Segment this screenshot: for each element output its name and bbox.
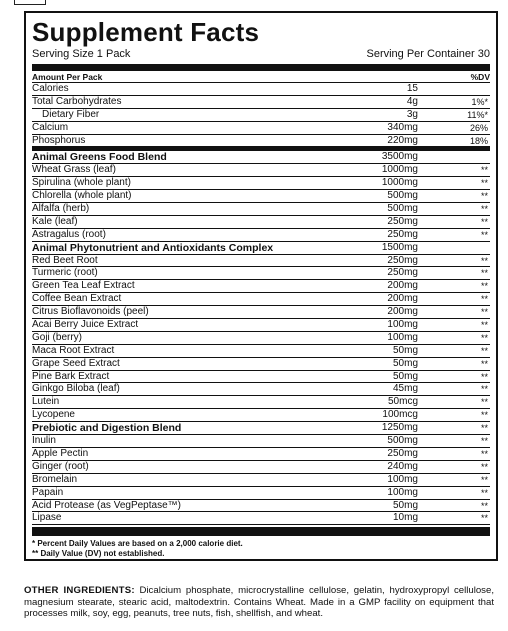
row-daily-value: ** xyxy=(480,320,488,331)
row-daily-value: ** xyxy=(480,397,488,408)
row-daily-value: ** xyxy=(480,384,488,395)
ingredient-row xyxy=(32,177,490,190)
row-amount: 1000mg xyxy=(381,177,418,189)
row-amount: 3500mg xyxy=(381,151,418,163)
nutrient-row xyxy=(32,83,490,96)
row-daily-value: ** xyxy=(480,294,488,305)
ingredient-row xyxy=(32,190,490,203)
row-daily-value: 1%* xyxy=(471,96,488,107)
row-name: Acid Protease (as VegPeptase™) xyxy=(32,499,181,511)
row-daily-value: ** xyxy=(480,281,488,292)
row-name: Apple Pectin xyxy=(32,447,89,459)
blend-header-row xyxy=(32,242,490,255)
row-amount: 100mg xyxy=(387,486,418,498)
row-name: Green Tea Leaf Extract xyxy=(32,280,135,292)
row-name: Acai Berry Juice Extract xyxy=(32,319,139,331)
footnote-dv: * Percent Daily Values are based on a 2,000 calorie diet. xyxy=(32,539,243,549)
ingredient-row xyxy=(32,448,490,461)
row-amount: 200mg xyxy=(387,280,418,292)
panel-title: Supplement Facts xyxy=(32,17,260,47)
row-amount: 4g xyxy=(406,95,418,107)
row-name: Total Carbohydrates xyxy=(32,95,122,107)
row-amount: 250mg xyxy=(387,215,418,227)
row-daily-value: ** xyxy=(480,461,488,472)
nutrient-row xyxy=(32,109,490,122)
row-daily-value: ** xyxy=(480,371,488,382)
row-name: Ginkgo Biloba (leaf) xyxy=(32,383,120,395)
ingredient-row xyxy=(32,383,490,396)
row-amount: 15 xyxy=(406,83,418,94)
row-amount: 250mg xyxy=(387,267,418,279)
serving-info xyxy=(32,47,490,61)
row-name: Animal Phytonutrient and Antioxidants Complex xyxy=(32,241,274,254)
row-name: Animal Greens Food Blend xyxy=(32,151,167,164)
row-name: Coffee Bean Extract xyxy=(32,293,122,305)
row-daily-value: 18% xyxy=(469,135,488,146)
top-edge-tab xyxy=(14,0,46,5)
row-amount: 50mg xyxy=(392,344,418,356)
row-name: Red Beet Root xyxy=(32,254,98,266)
dv-header: %DV xyxy=(470,71,490,82)
ingredient-row xyxy=(32,164,490,177)
divider-bottom xyxy=(32,527,490,536)
row-name: Alfalfa (herb) xyxy=(32,203,90,215)
row-name: Grape Seed Extract xyxy=(32,357,120,369)
row-name: Citrus Bioflavonoids (peel) xyxy=(32,306,149,318)
row-daily-value: ** xyxy=(480,268,488,279)
amount-header: Amount Per Pack xyxy=(32,71,103,82)
other-ingredients xyxy=(24,585,494,620)
ingredient-row xyxy=(32,487,490,500)
row-name: Goji (berry) xyxy=(32,331,83,343)
row-name: Calories xyxy=(32,83,69,94)
ingredient-row xyxy=(32,435,490,448)
ingredient-row xyxy=(32,512,490,525)
row-amount: 50mg xyxy=(392,370,418,382)
row-amount: 200mg xyxy=(387,306,418,318)
ingredient-row xyxy=(32,229,490,242)
ingredient-row xyxy=(32,461,490,474)
footnote-not-established: ** Daily Value (DV) not established. xyxy=(32,549,165,559)
row-daily-value: ** xyxy=(480,345,488,356)
row-amount: 500mg xyxy=(387,190,418,202)
ingredient-row xyxy=(32,358,490,371)
row-amount: 500mg xyxy=(387,203,418,215)
row-daily-value: ** xyxy=(480,229,488,240)
row-amount: 1250mg xyxy=(381,422,418,434)
row-name: Ginger (root) xyxy=(32,460,89,472)
row-daily-value: ** xyxy=(480,332,488,343)
row-amount: 250mg xyxy=(387,228,418,240)
row-amount: 10mg xyxy=(392,512,418,524)
row-amount: 240mg xyxy=(387,460,418,472)
row-daily-value: ** xyxy=(480,191,488,202)
row-name: Dietary Fiber xyxy=(42,108,100,120)
row-name: Maca Root Extract xyxy=(32,344,115,356)
row-amount: 200mg xyxy=(387,293,418,305)
nutrient-row xyxy=(32,135,490,148)
row-amount: 250mg xyxy=(387,254,418,266)
row-daily-value: ** xyxy=(480,436,488,447)
blend-header-row xyxy=(32,422,490,435)
row-name: Lutein xyxy=(32,396,60,408)
row-amount: 100mg xyxy=(387,331,418,343)
row-amount: 50mg xyxy=(392,357,418,369)
row-daily-value: ** xyxy=(480,204,488,215)
row-daily-value: ** xyxy=(480,448,488,459)
ingredient-row xyxy=(32,500,490,513)
ingredient-row xyxy=(32,216,490,229)
ingredient-row xyxy=(32,371,490,384)
servings-per-container: Serving Per Container 30 xyxy=(366,48,490,60)
row-name: Chlorella (whole plant) xyxy=(32,190,132,202)
blend-header-row xyxy=(32,151,490,164)
ingredient-row xyxy=(32,267,490,280)
row-daily-value: ** xyxy=(480,487,488,498)
row-amount: 3g xyxy=(406,108,418,120)
row-amount: 50mcg xyxy=(387,396,418,408)
row-daily-value: ** xyxy=(480,358,488,369)
footnotes xyxy=(32,536,490,559)
row-daily-value: ** xyxy=(480,474,488,485)
row-name: Astragalus (root) xyxy=(32,228,106,240)
nutrient-list xyxy=(32,83,490,147)
nutrient-row xyxy=(32,96,490,109)
row-amount: 1000mg xyxy=(381,164,418,176)
row-daily-value: ** xyxy=(480,165,488,176)
serving-size: Serving Size 1 Pack xyxy=(32,48,131,60)
row-amount: 340mg xyxy=(387,121,418,133)
row-daily-value: ** xyxy=(480,178,488,189)
row-name: Inulin xyxy=(32,435,56,447)
row-amount: 45mg xyxy=(392,383,418,395)
divider-thick xyxy=(32,64,490,71)
ingredient-row xyxy=(32,319,490,332)
row-amount: 50mg xyxy=(392,499,418,511)
row-amount: 220mg xyxy=(387,134,418,146)
row-name: Papain xyxy=(32,486,64,498)
amount-header-row xyxy=(32,71,490,83)
row-name: Wheat Grass (leaf) xyxy=(32,164,116,176)
row-amount: 100mg xyxy=(387,319,418,331)
other-ingredients-text: Dicalcium phosphate, microcrystalline cellulose, gelatin, hydroxypropyl cellulose, magnesium stearate, stearic acid, maltodextrin. Contains Wheat. Made in a GMP facility on equipment that processes milk, soy, egg, peanuts, tree nuts, fish, shellfish, and wheat. xyxy=(24,585,494,620)
row-name: Prebiotic and Digestion Blend xyxy=(32,422,182,435)
row-daily-value: ** xyxy=(480,423,488,434)
ingredient-row xyxy=(32,332,490,345)
row-name: Bromelain xyxy=(32,473,78,485)
ingredient-row xyxy=(32,396,490,409)
ingredient-row xyxy=(32,293,490,306)
row-name: Lipase xyxy=(32,512,62,524)
row-daily-value: ** xyxy=(480,307,488,318)
row-name: Spirulina (whole plant) xyxy=(32,177,131,189)
ingredient-row xyxy=(32,280,490,293)
nutrient-row xyxy=(32,122,490,135)
row-name: Phosphorus xyxy=(32,134,86,146)
ingredient-row xyxy=(32,203,490,216)
row-daily-value: ** xyxy=(480,410,488,421)
row-name: Pine Bark Extract xyxy=(32,370,110,382)
ingredient-row xyxy=(32,409,490,422)
row-name: Turmeric (root) xyxy=(32,267,98,279)
row-daily-value: ** xyxy=(480,500,488,511)
row-amount: 1500mg xyxy=(381,241,418,253)
row-name: Calcium xyxy=(32,121,69,133)
row-daily-value: ** xyxy=(480,216,488,227)
row-daily-value: ** xyxy=(480,255,488,266)
row-name: Lycopene xyxy=(32,409,75,421)
row-amount: 100mcg xyxy=(382,409,418,421)
row-daily-value: 11%* xyxy=(467,109,488,120)
other-ingredients-label: OTHER INGREDIENTS: xyxy=(24,585,135,596)
row-amount: 100mg xyxy=(387,473,418,485)
row-amount: 250mg xyxy=(387,447,418,459)
row-amount: 500mg xyxy=(387,435,418,447)
ingredient-row xyxy=(32,306,490,319)
supplement-facts-panel xyxy=(24,11,498,561)
row-name: Kale (leaf) xyxy=(32,215,78,227)
ingredient-row xyxy=(32,345,490,358)
ingredient-row xyxy=(32,255,490,268)
blend-list xyxy=(32,151,490,525)
ingredient-row xyxy=(32,474,490,487)
row-daily-value: ** xyxy=(480,513,488,524)
row-daily-value: 26% xyxy=(469,122,488,133)
